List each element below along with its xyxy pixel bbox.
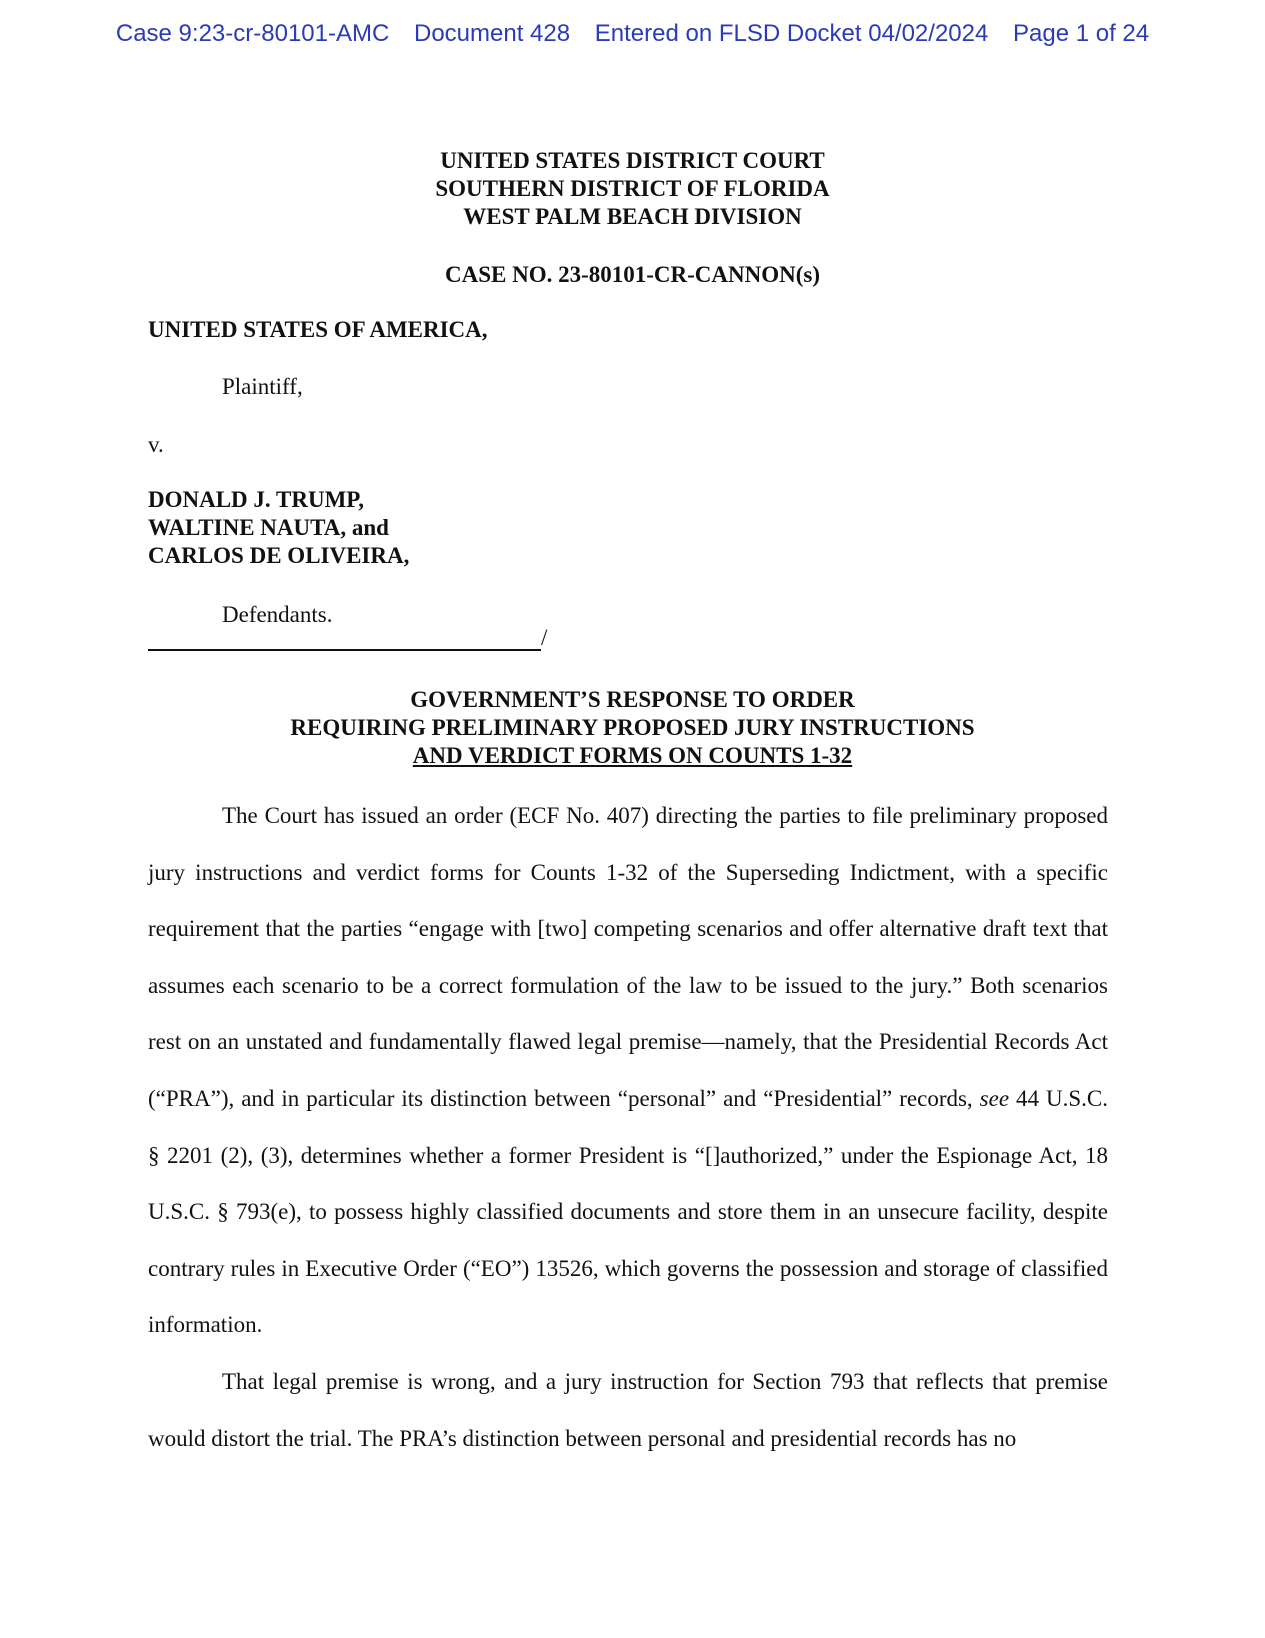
ecf-entered-date: Entered on FLSD Docket 04/02/2024: [594, 20, 989, 47]
paragraph-1-text-a: The Court has issued an order (ECF No. 407) directing the parties to file preliminary proposed jury instructions and verdict forms for Counts 1-32 of the Superseding Indictment, with a specific requirement that the parties “engage with [two] competing scenarios and offer alternative draft text that assumes each scenario to be a correct formulation of the law to be issued to the jury.” Both scenarios rest on an unstated and fundamentally flawed legal premise—namely, that the Presidential Records Act (“PRA”), and in particular its distinction between “personal” and “Presidential” records,: [148, 803, 1108, 1111]
ecf-document-number: Document 428: [413, 20, 571, 47]
defendant-name: CARLOS DE OLIVEIRA,: [148, 543, 410, 568]
body-paragraph-2: That legal premise is wrong, and a jury instruction for Section 793 that reflects that premise would distort the trial. The PRA’s distinction between personal and presidential records has no: [148, 1368, 1108, 1451]
court-name: UNITED STATES DISTRICT COURT: [440, 148, 825, 173]
citation-signal-see: see: [979, 1085, 1010, 1111]
caption-rule-line: [148, 627, 541, 651]
defendants-names: [148, 486, 409, 570]
court-caption: [0, 147, 1265, 231]
court-district: SOUTHERN DISTRICT OF FLORIDA: [435, 176, 830, 201]
caption-slash: /: [541, 625, 548, 650]
title-line-2: REQUIRING PRELIMINARY PROPOSED JURY INSTRUCTIONS: [290, 715, 975, 740]
ecf-header-stamp: [0, 20, 1265, 48]
plaintiff-name: UNITED STATES OF AMERICA,: [148, 317, 488, 342]
defendants-role: Defendants.: [222, 602, 333, 627]
ecf-case-number: Case 9:23-cr-80101-AMC: [115, 20, 390, 47]
document-body: [148, 788, 1108, 1467]
caption-divider: [148, 625, 547, 651]
title-line-1: GOVERNMENT’S RESPONSE TO ORDER: [410, 687, 855, 712]
document-title: [0, 686, 1265, 770]
plaintiff-role: Plaintiff,: [222, 374, 303, 399]
defendant-name: DONALD J. TRUMP,: [148, 487, 364, 512]
court-division: WEST PALM BEACH DIVISION: [463, 204, 802, 229]
case-number: CASE NO. 23-80101-CR-CANNON(s): [444, 262, 820, 287]
title-line-3: AND VERDICT FORMS ON COUNTS 1-32: [412, 743, 853, 768]
versus-label: v.: [148, 432, 164, 457]
ecf-page-count: Page 1 of 24: [1013, 20, 1150, 47]
body-paragraph-1: [148, 788, 1108, 1354]
defendant-name: WALTINE NAUTA, and: [148, 515, 389, 540]
paragraph-1-text-b: 44 U.S.C. § 2201 (2), (3), determines whether a former President is “[]authorized,” under the Espionage Act, 18 U.S.C. § 793(e), to possess highly classified documents and store them in an unsecure facility, despite contrary rules in Executive Order (“EO”) 13526, which governs the possession and storage of classified information.: [148, 1085, 1109, 1338]
